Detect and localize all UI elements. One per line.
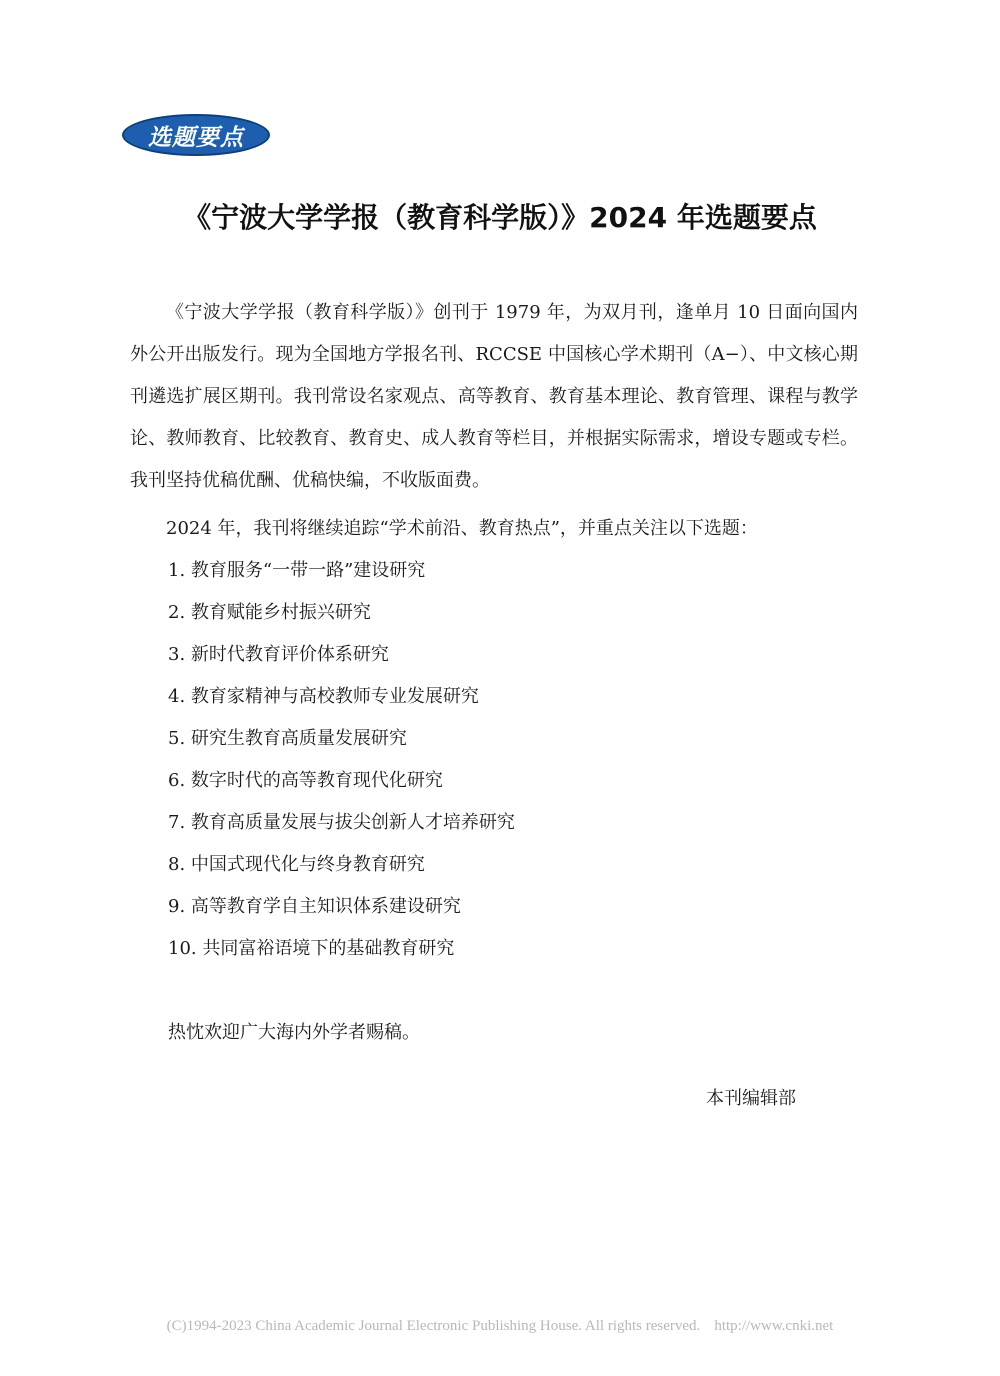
topic-item: 7. 教育高质量发展与拔尖创新人才培养研究 [168,812,515,833]
welcome-line: 热忱欢迎广大海内外学者赐稿。 [168,1022,420,1043]
page-title: 《宁波大学学报（教育科学版）》2024 年选题要点 [183,201,817,234]
section-badge [122,114,270,156]
topic-item: 4. 教育家精神与高校教师专业发展研究 [168,686,479,707]
signature: 本刊编辑部 [706,1088,796,1109]
topic-item: 9. 高等教育学自主知识体系建设研究 [168,896,461,917]
footer-copyright: (C)1994-2023 China Academic Journal Electronic Publishing House. All rights reserved. [166,1318,701,1334]
footer-watermark [0,1318,1000,1335]
topic-item: 1. 教育服务“一带一路”建设研究 [168,560,426,581]
topic-item: 6. 数字时代的高等教育现代化研究 [168,770,443,791]
topic-item: 2. 教育赋能乡村振兴研究 [168,602,371,623]
footer-url[interactable]: http://www.cnki.net [714,1318,834,1334]
lead-paragraph: 2024 年，我刊将继续追踪“学术前沿、教育热点”，并重点关注以下选题： [166,518,758,539]
topic-item: 3. 新时代教育评价体系研究 [168,644,389,665]
topic-item: 5. 研究生教育高质量发展研究 [168,728,407,749]
intro-paragraph: 《宁波大学学报（教育科学版）》创刊于 1979 年，为双月刊，逢单月 10 日面向国内外公开出版发行。现为全国地方学报名刊、RCCSE 中国核心学术期刊（A−）、中文核心期刊遴选扩展区期刊。我刊常设名家观点、高等教育、教育基本理论、教育管理、课程与教学论、教师教育、比较教育、教育史、成人教育等栏目，并根据实际需求，增设专题或专栏。我刊坚持优稿优酬、优稿快编，不收版面费。 [130,302,858,491]
section-badge-label: 选题要点 [148,124,244,151]
topic-list [168,550,515,970]
topic-item: 8. 中国式现代化与终身教育研究 [168,854,425,875]
topic-item: 10. 共同富裕语境下的基础教育研究 [168,938,455,959]
